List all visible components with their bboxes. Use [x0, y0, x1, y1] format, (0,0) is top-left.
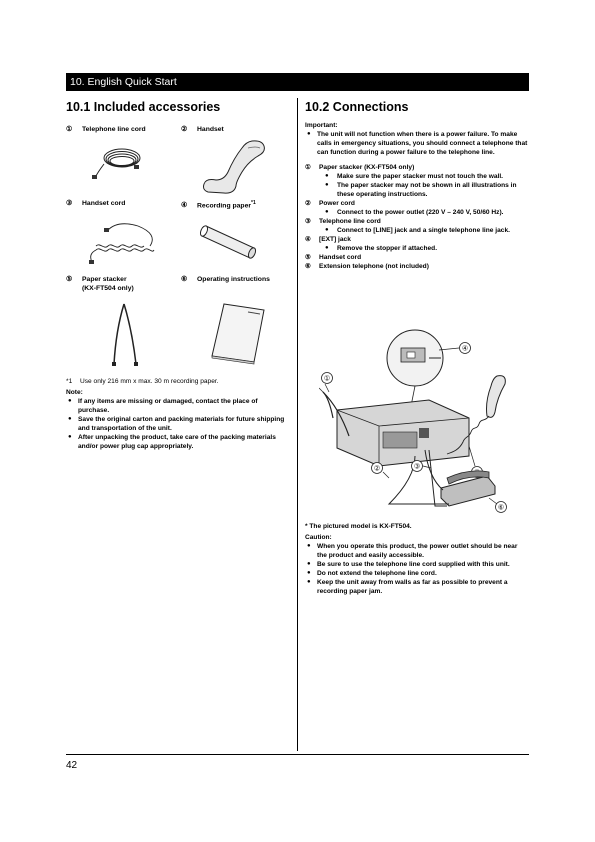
connection-diagram: [319, 328, 529, 513]
connection-subnote: ● The paper stacker may not be shown in all illustrations in these operating instructions.: [319, 181, 529, 199]
item-number: ④: [181, 202, 188, 210]
connection-item-4: ④ [EXT] jack: [305, 236, 351, 243]
connection-list: [305, 163, 529, 271]
item-number: ①: [66, 126, 73, 133]
notes-block: [66, 377, 288, 451]
item-number: ②: [181, 126, 188, 133]
column-divider: [297, 98, 298, 751]
note-item: ● If any items are missing or damaged, contact the place of purchase.: [66, 397, 288, 415]
important-text: ● The unit will not function when there is a power failure. To make calls in emergency situations, you should connect a telephone that can function during a power failure to the telephone line.: [305, 130, 529, 157]
important-block: [305, 121, 529, 157]
accessory-item-6: [181, 275, 270, 284]
section-title-accessories: 10.1 Included accessories: [66, 100, 221, 114]
caution-block: [305, 522, 529, 596]
connection-subnote: ● Connect to [LINE] jack and a single telephone line jack.: [319, 226, 529, 235]
handset-cord-image: [88, 216, 158, 266]
operating-instructions-image: [210, 302, 266, 366]
callout-2: ②: [373, 465, 381, 473]
accessory-item-2: [181, 125, 224, 134]
caution-title: Caution:: [305, 534, 332, 541]
connection-item-5: ⑤ Handset cord: [305, 254, 362, 261]
connection-item-2: ② Power cord: [305, 200, 355, 207]
callout-4: ④: [461, 345, 469, 353]
accessory-item-1: [66, 125, 146, 134]
accessory-item-5: [66, 275, 134, 293]
callout-1: ①: [323, 375, 331, 383]
handset-image: [202, 138, 268, 196]
important-title: Important:: [305, 122, 338, 129]
item-label: Recording paper: [197, 202, 252, 210]
item-label: Operating instructions: [197, 276, 270, 283]
caution-item: ● Do not extend the telephone line cord.: [305, 569, 529, 578]
footer-rule: [66, 754, 529, 755]
item-label: Telephone line cord: [82, 126, 146, 133]
callout-6: ⑥: [497, 504, 505, 512]
connection-subnote: ● Remove the stopper if attached.: [319, 244, 529, 253]
pictured-model-note: * The pictured model is KX-FT504.: [305, 523, 412, 530]
item-label-sub: (KX-FT504 only): [82, 285, 134, 292]
accessory-item-4: [181, 199, 256, 210]
section-header: 10. English Quick Start: [66, 73, 529, 91]
item-label: Handset cord: [82, 200, 126, 207]
paper-stacker-image: [106, 300, 146, 370]
caution-item: ● Keep the unit away from walls as far as possible to prevent a recording paper jam.: [305, 578, 529, 596]
note-item: ● After unpacking the product, take care of the packing materials and/or power plug cap appropriately.: [66, 433, 288, 451]
item-number: ③: [66, 200, 73, 207]
item-number: ⑥: [181, 276, 188, 283]
caution-item: ● Be sure to use the telephone line cord supplied with this unit.: [305, 560, 529, 569]
connection-subnote: ● Connect to the power outlet (220 V – 240 V, 50/60 Hz).: [319, 208, 529, 217]
item-label: Handset: [197, 126, 224, 133]
connections-section: [305, 98, 529, 595]
connection-item-3: ③ Telephone line cord: [305, 218, 381, 225]
caution-item: ● When you operate this product, the power outlet should be near the product and easily accessible.: [305, 542, 529, 560]
item-number: ⑤: [66, 276, 73, 283]
section-title-connections: 10.2 Connections: [305, 100, 409, 114]
handset-drawing: [487, 376, 506, 418]
connection-item-1: ① Paper stacker (KX-FT504 only): [305, 164, 415, 171]
footnote-marker: *1: [251, 200, 256, 206]
note-item: ● Save the original carton and packing materials for future shipping and transportation of the unit.: [66, 415, 288, 433]
recording-paper-roll-image: [200, 218, 272, 262]
connection-subnote: ● Make sure the paper stacker must not touch the wall.: [319, 172, 529, 181]
telephone-line-cord-image: [92, 138, 148, 183]
connection-item-6: ⑥ Extension telephone (not included): [305, 263, 429, 270]
accessory-item-3: [66, 199, 125, 208]
note-title: Note:: [66, 389, 83, 396]
callout-3: ③: [413, 463, 421, 471]
included-accessories-section: [66, 98, 288, 450]
item-label: Paper stacker: [82, 276, 127, 283]
page-number: 42: [66, 760, 78, 771]
footnote: *1 Use only 216 mm x max. 30 m recording paper.: [66, 378, 219, 385]
